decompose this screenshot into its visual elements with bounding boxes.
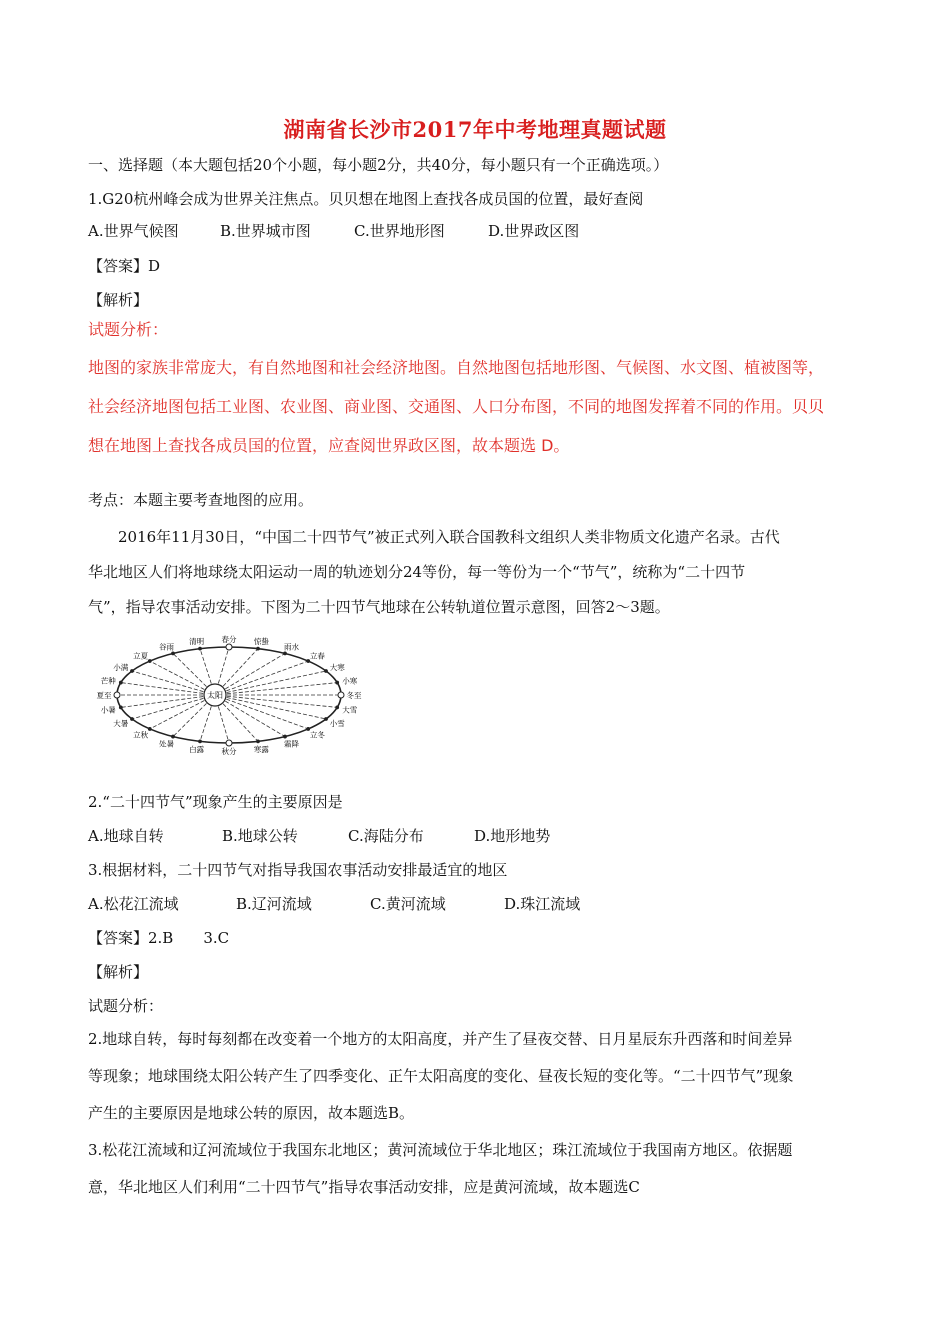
earth-position-dot <box>131 670 134 673</box>
solar-term-label: 小暑 <box>100 705 116 715</box>
section-header: 一、选择题（本大题包括20个小题，每小题2分，共40分，每小题只有一个正确选项。） <box>88 156 669 174</box>
passage-line: 气”，指导农事活动安排。下图为二十四节气地球在公转轨道位置示意图，回答2～3题。 <box>88 598 670 616</box>
earth-position-dot <box>257 647 260 650</box>
solar-terms-orbit-diagram <box>88 632 370 758</box>
earth-position-dot <box>257 740 260 743</box>
earth-position-dot <box>338 692 344 698</box>
earth-position-dot <box>148 728 151 731</box>
question-1-kaodian: 考点：本题主要考查地图的应用。 <box>88 491 314 509</box>
term-spoke <box>121 683 215 695</box>
questions-2-3-analysis-line: 产生的主要原因是地球公转的原因，故本题选B。 <box>88 1104 415 1122</box>
question-3-options <box>88 894 580 914</box>
earth-position-dot <box>284 735 287 738</box>
question-1-analysis-title: 试题分析： <box>88 320 169 339</box>
questions-2-3-analysis-title: 试题分析： <box>88 997 164 1015</box>
q2-option-a: A.地球自转 <box>88 827 164 845</box>
earth-position-dot <box>131 718 134 721</box>
q1-option-c: C.世界地形图 <box>354 222 445 240</box>
solar-term-label: 处暑 <box>159 739 174 749</box>
earth-position-dot <box>119 681 122 684</box>
question-3-stem: 3.根据材料，二十四节气对指导我国农事活动安排最适宜的地区 <box>88 861 508 879</box>
earth-position-dot <box>148 660 151 663</box>
question-1-analysis-line: 社会经济地图包括工业图、农业图、商业图、交通图、人口分布图，不同的地图发挥着不同的作用。贝贝 <box>88 397 825 416</box>
solar-term-label: 雨水 <box>284 642 299 652</box>
solar-term-label: 寒露 <box>253 745 269 755</box>
solar-term-label: 立秋 <box>133 730 149 740</box>
q2-option-c: C.海陆分布 <box>348 827 424 845</box>
question-1-analysis-line: 地图的家族非常庞大，有自然地图和社会经济地图。自然地图包括地形图、气候图、水文图、植被图等， <box>88 358 825 377</box>
solar-term-label: 小满 <box>113 663 129 672</box>
earth-position-dot <box>226 644 232 650</box>
sun-label: 太阳 <box>207 691 223 700</box>
solar-term-label: 小寒 <box>342 676 358 686</box>
solar-term-label: 大寒 <box>329 663 345 672</box>
questions-2-3-answer: 【答案】2.B 3.C <box>88 929 230 947</box>
questions-2-3-analysis-line: 意，华北地区人们利用“二十四节气”指导农事活动安排，应是黄河流域，故本题选C <box>88 1178 640 1196</box>
term-spoke <box>132 695 215 719</box>
solar-term-label: 芒种 <box>100 676 116 686</box>
q3-option-c: C.黄河流域 <box>370 895 446 913</box>
term-spoke <box>121 695 215 707</box>
earth-position-dot <box>284 652 287 655</box>
solar-term-label: 清明 <box>189 636 205 646</box>
q1-option-b: B.世界城市图 <box>220 222 311 240</box>
solar-term-label: 大暑 <box>113 719 129 728</box>
questions-2-3-analysis-line: 等现象；地球围绕太阳公转产生了四季变化、正午太阳高度的变化、昼夜长短的变化等。“二十四节气”现象 <box>88 1067 794 1085</box>
question-1-analysis-line: 想在地图上查找各成员国的位置，应查阅世界政区图，故本题选 D。 <box>88 436 570 455</box>
q2-option-b: B.地球公转 <box>222 827 298 845</box>
solar-term-label: 惊蛰 <box>253 636 269 646</box>
earth-position-dot <box>325 718 328 721</box>
questions-2-3-analysis-line: 3.松花江流域和辽河流域位于我国东北地区；黄河流域位于华北地区；珠江流域位于我国南方地区。依据题 <box>88 1141 793 1159</box>
earth-position-dot <box>199 740 202 743</box>
earth-position-dot <box>336 706 339 709</box>
solar-term-label: 谷雨 <box>159 642 174 652</box>
question-1-analysis-label: 【解析】 <box>88 291 149 309</box>
q3-option-b: B.辽河流域 <box>236 895 312 913</box>
earth-position-dot <box>119 706 122 709</box>
earth-position-dot <box>226 740 232 746</box>
question-1-stem: 1.G20杭州峰会成为世界关注焦点。贝贝想在地图上查找各成员国的位置，最好查阅 <box>88 190 644 208</box>
solar-term-label: 夏至 <box>96 691 112 700</box>
solar-term-label: 立夏 <box>133 651 149 661</box>
question-1-options <box>88 221 579 241</box>
solar-term-label: 霜降 <box>284 739 299 749</box>
earth-position-dot <box>172 735 175 738</box>
q1-option-a: A.世界气候图 <box>88 222 179 240</box>
earth-position-dot <box>172 652 175 655</box>
question-2-options <box>88 826 550 846</box>
passage-line: 2016年11月30日，“中国二十四节气”被正式列入联合国教科文组织人类非物质文化遗产名录。古代 <box>118 528 780 546</box>
term-spoke <box>215 671 326 695</box>
questions-2-3-analysis-label: 【解析】 <box>88 963 149 981</box>
solar-term-label: 大雪 <box>342 705 358 715</box>
passage-line: 华北地区人们将地球绕太阳运动一周的轨迹划分24等份，每一等份为一个“节气”，统称为“二十四节 <box>88 563 746 581</box>
questions-2-3-analysis-line: 2.地球自转，每时每刻都在改变着一个地方的太阳高度，并产生了昼夜交替、日月星辰东升西落和时间差异 <box>88 1030 793 1048</box>
question-1-answer: 【答案】D <box>88 257 161 275</box>
term-spoke <box>215 695 326 719</box>
question-2-stem: 2.“二十四节气”现象产生的主要原因是 <box>88 793 343 811</box>
earth-position-dot <box>325 670 328 673</box>
solar-term-label: 秋分 <box>221 747 237 756</box>
solar-term-label: 冬至 <box>346 691 362 700</box>
term-spoke <box>132 671 215 695</box>
q3-option-d: D.珠江流域 <box>504 895 581 913</box>
q2-option-d: D.地形地势 <box>474 827 551 845</box>
page-title: 湖南省长沙市2017年中考地理真题试题 <box>283 117 667 142</box>
q3-option-a: A.松花江流域 <box>88 895 179 913</box>
earth-position-dot <box>114 692 120 698</box>
solar-term-label: 春分 <box>221 635 237 644</box>
q1-option-d: D.世界政区图 <box>488 222 580 240</box>
solar-term-label: 白露 <box>189 745 205 755</box>
earth-position-dot <box>336 681 339 684</box>
earth-position-dot <box>199 647 202 650</box>
solar-term-label: 立冬 <box>309 730 325 740</box>
solar-term-label: 小雪 <box>329 719 345 728</box>
solar-term-label: 立春 <box>309 651 325 661</box>
